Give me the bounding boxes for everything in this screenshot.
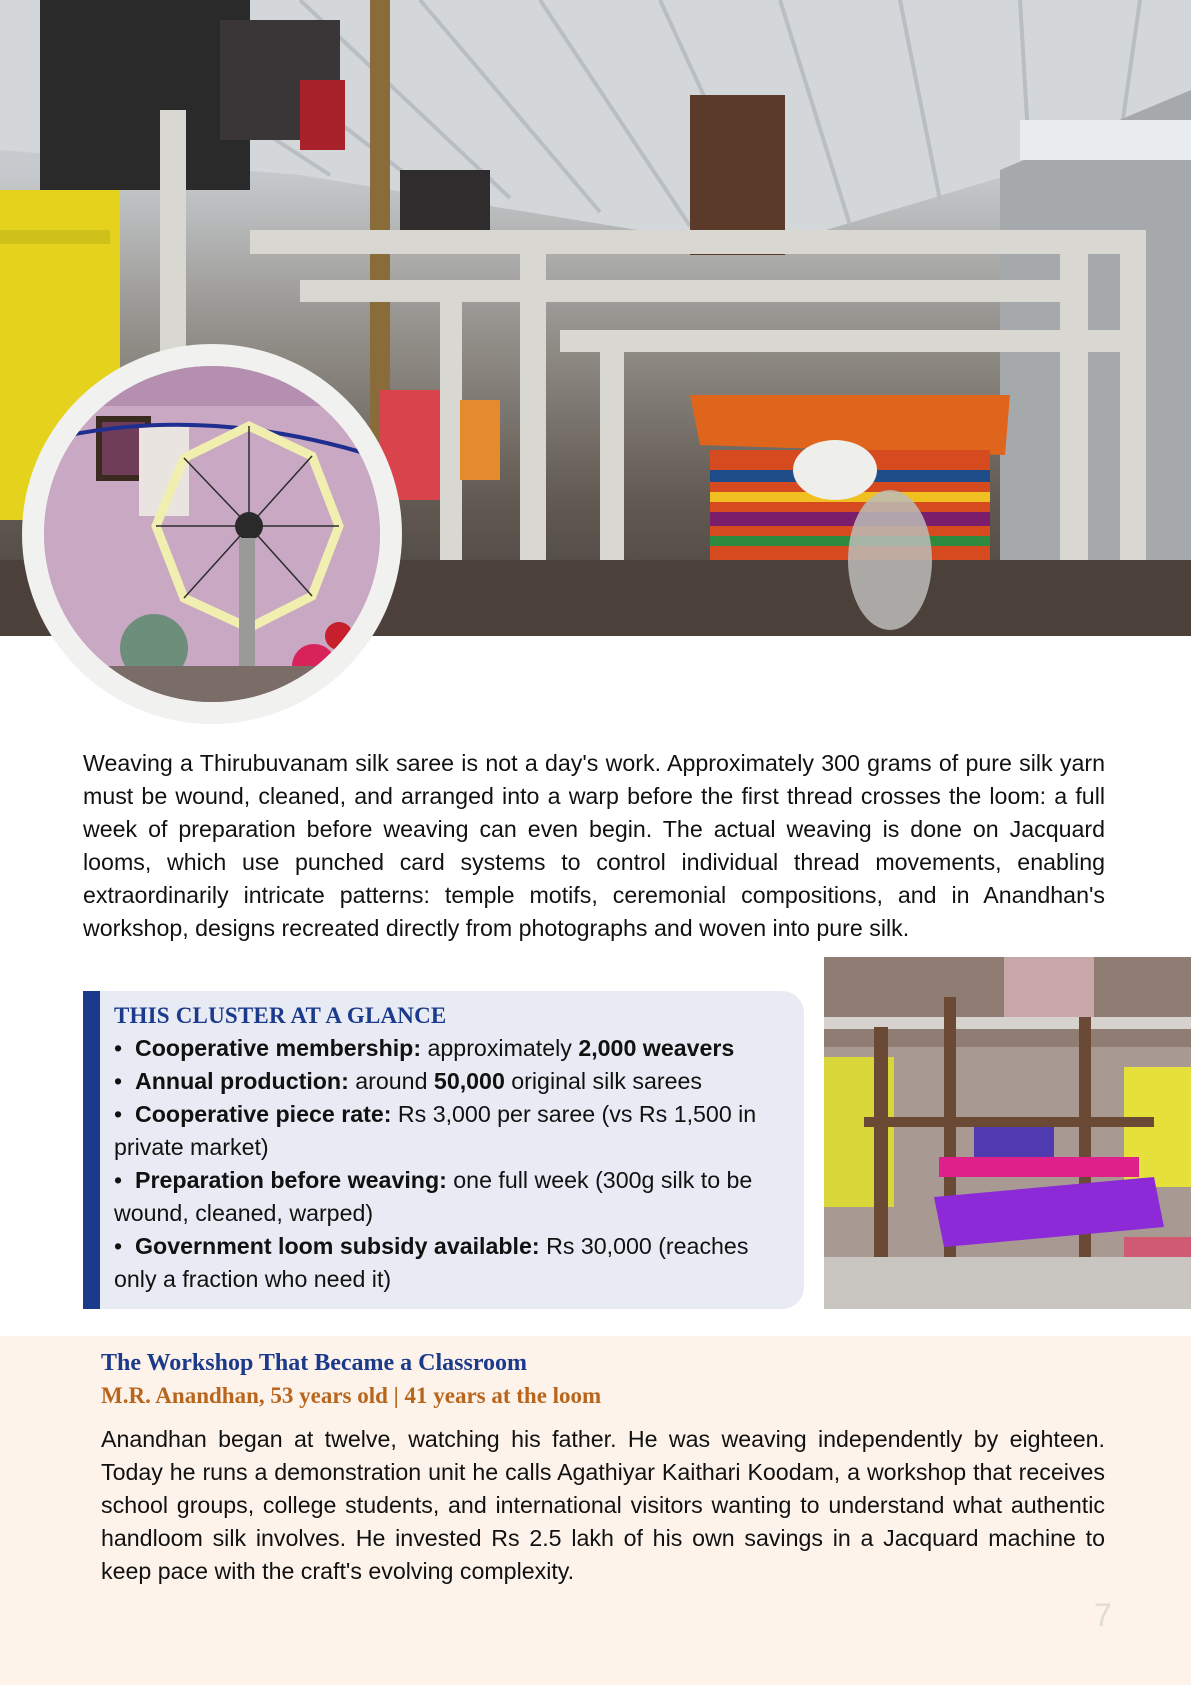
glance-heading: THIS CLUSTER AT A GLANCE — [114, 1003, 447, 1028]
glance-item-preparation — [114, 1164, 794, 1230]
cluster-at-a-glance-box — [83, 991, 804, 1309]
glance-item-label: Government loom subsidy available: — [135, 1233, 540, 1259]
yarn-winding-wheel-photo — [22, 344, 402, 724]
bullet: • — [114, 1035, 123, 1061]
glance-item-label: Annual production: — [135, 1068, 349, 1094]
glance-item-bold-value: 50,000 — [433, 1068, 505, 1094]
bullet: • — [114, 1233, 123, 1259]
glance-item-membership — [114, 1032, 794, 1065]
bullet: • — [114, 1068, 123, 1094]
winding-wheel-illustration — [44, 366, 380, 702]
glance-item-subsidy — [114, 1230, 794, 1296]
glance-item-label: Cooperative piece rate: — [135, 1101, 392, 1127]
jacquard-loom-illustration — [824, 957, 1191, 1309]
jacquard-loom-photo — [824, 957, 1191, 1309]
glance-item-text: Rs 3,000 per saree (vs Rs 1,500 in private market) — [114, 1101, 757, 1160]
glance-item-text: Rs 30,000 (reaches only a fraction who need it) — [114, 1233, 749, 1292]
profile-section — [0, 1336, 1191, 1685]
glance-item-bold-value: 2,000 weavers — [578, 1035, 735, 1061]
glance-item-text: approximately — [421, 1035, 579, 1061]
glance-item-piece-rate — [114, 1098, 794, 1164]
glance-item-label: Preparation before weaving: — [135, 1167, 447, 1193]
glance-item-text: around — [348, 1068, 434, 1094]
glance-item-label: Cooperative membership: — [135, 1035, 422, 1061]
profile-title: The Workshop That Became a Classroom — [101, 1350, 528, 1376]
bullet: • — [114, 1101, 123, 1127]
glance-item-production — [114, 1065, 794, 1098]
glance-item-text-suffix: original silk sarees — [504, 1068, 703, 1094]
profile-body: Anandhan began at twelve, watching his father. He was weaving independently by eighteen. Today he runs a demonstration unit he calls Agathiyar Kaithari Koodam, a workshop that receives school groups, college students, and international visitors wanting to understand what authentic handloom silk involves. He invested Rs 2.5 lakh of his own savings in a Jacquard machine to keep pace with the craft's evolving complexity. — [101, 1426, 1105, 1584]
profile-subtitle: M.R. Anandhan, 53 years old | 41 years at the loom — [101, 1383, 602, 1408]
bullet: • — [114, 1167, 123, 1193]
glance-item-text: one full week (300g silk to be wound, cleaned, warped) — [114, 1167, 753, 1226]
page-number: 7 — [1094, 1597, 1112, 1633]
intro-paragraph: Weaving a Thirubuvanam silk saree is not a day's work. Approximately 300 grams of pure silk yarn must be wound, cleaned, and arranged into a warp before the first thread crosses the loom: a full week of preparation before weaving can even begin. The actual weaving is done on Jacquard looms, which use punched card systems to control individual thread movements, enabling extraordinarily intricate patterns: temple motifs, ceremonial compositions, and in Anandhan's workshop, designs recreated directly from photographs and woven into pure silk. — [83, 750, 1105, 941]
